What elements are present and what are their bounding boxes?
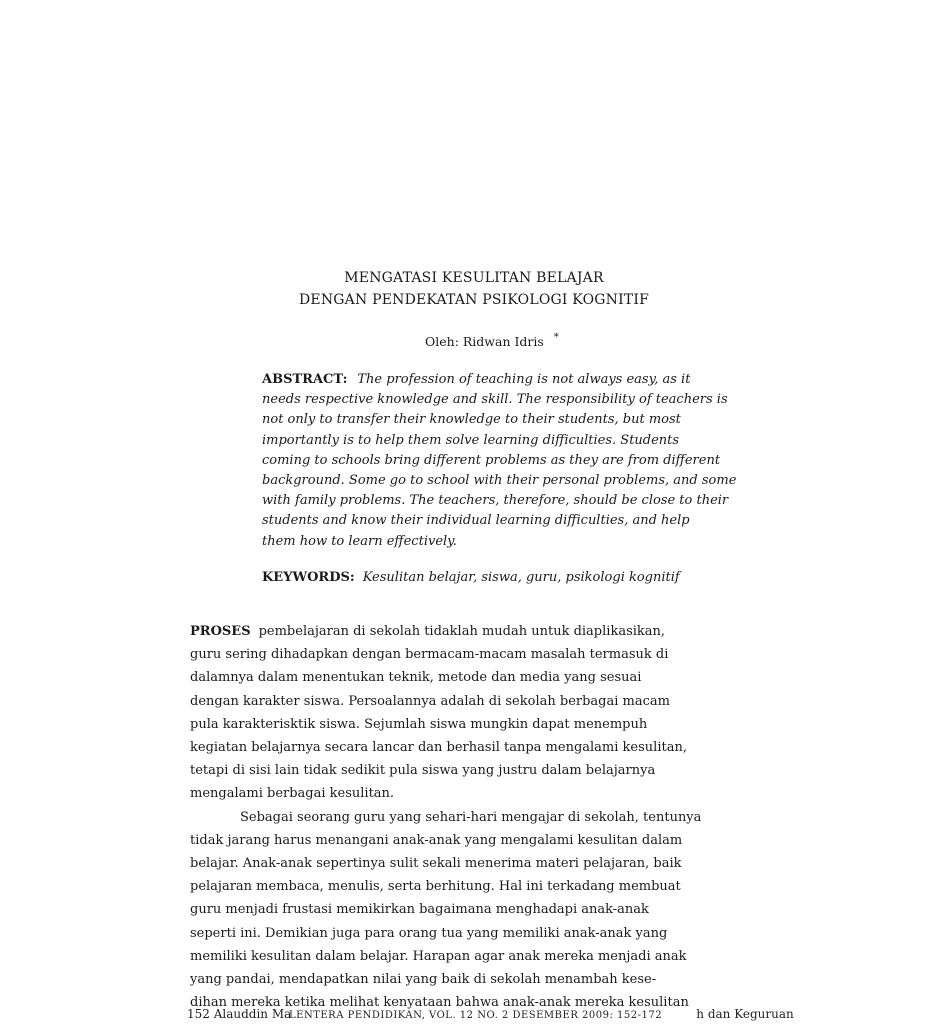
body-line: belajar. Anak-anak sepertinya sulit sekali menerima materi pelajaran, baik	[190, 856, 682, 872]
page-footer	[187, 1007, 794, 1021]
author-byline	[425, 332, 559, 349]
abstract-line: with family problems. The teachers, therefore, should be close to their	[262, 493, 729, 509]
body-line: guru menjadi frustasi memikirkan bagaimana menghadapi anak-anak	[190, 902, 649, 918]
body-line: seperti ini. Demikian juga para orang tua yang memiliki anak-anak yang	[190, 925, 668, 941]
body-line: memiliki kesulitan dalam belajar. Harapan agar anak mereka menjadi anak	[190, 948, 687, 964]
body-line: mengalami berbagai kesulitan.	[190, 786, 395, 802]
body-line: yang pandai, mendapatkan nilai yang baik di sekolah menambah kese-	[190, 972, 657, 988]
body-line: Sebagai seorang guru yang sehari-hari mengajar di sekolah, tentunya	[240, 809, 702, 825]
footer-right: h dan Keguruan	[696, 1007, 794, 1021]
body-line: guru sering dihadapkan dengan bermacam-macam masalah termasuk di	[190, 647, 669, 663]
body-line	[190, 620, 710, 643]
paper-title-line-2: DENGAN PENDEKATAN PSIKOLOGI KOGNITIF	[299, 292, 649, 308]
abstract-line: not only to transfer their knowledge to their students, but most	[262, 412, 681, 428]
body-line: dengan karakter siswa. Persoalannya adalah di sekolah berbagai macam	[190, 693, 670, 709]
abstract-text: The profession of teaching is not always easy, as it	[357, 372, 691, 387]
body-line: kegiatan belajarnya secara lancar dan berhasil tanpa mengalami kesulitan,	[190, 740, 687, 756]
paper-title-line-1: MENGATASI KESULITAN BELAJAR	[344, 270, 604, 286]
body-line: dihan mereka ketika melihat kenyataan bahwa anak-anak mereka kesulitan	[190, 995, 689, 1011]
abstract-line	[262, 370, 732, 390]
body-text	[190, 620, 710, 1014]
abstract-block	[262, 370, 737, 552]
keywords-text: Kesulitan belajar, siswa, guru, psikologi kognitif	[362, 570, 680, 585]
abstract-line: background. Some go to school with their personal problems, and some	[262, 473, 737, 489]
keywords-block	[262, 570, 680, 585]
author-name: Oleh: Ridwan Idris	[425, 334, 544, 349]
body-line: dalamnya dalam menentukan teknik, metode dan media yang sesuai	[190, 670, 642, 686]
abstract-line: coming to schools bring different problems as they are from different	[262, 452, 721, 468]
footnote-mark: *	[553, 332, 559, 343]
body-line: tetapi di sisi lain tidak sedikit pula siswa yang justru dalam belajarnya	[190, 763, 656, 779]
abstract-line: needs respective knowledge and skill. The responsibility of teachers is	[262, 392, 728, 408]
keywords-label: KEYWORDS:	[262, 570, 355, 585]
abstract-label: ABSTRACT:	[262, 372, 348, 387]
body-line: pelajaran membaca, menulis, serta berhitung. Hal ini terkadang membuat	[190, 879, 681, 895]
abstract-line: them how to learn effectively.	[262, 533, 457, 549]
body-line: tidak jarang harus menangani anak-anak yang mengalami kesulitan dalam	[190, 832, 683, 848]
journal-citation: LENTERA PENDIDIKAN, VOL. 12 NO. 2 DESEMBER 2009: 152-172	[289, 1010, 663, 1021]
lead-word: PROSES	[190, 624, 251, 639]
body-line-text: pembelajaran di sekolah tidaklah mudah untuk diaplikasikan,	[258, 624, 666, 639]
abstract-line: students and know their individual learning difficulties, and help	[262, 513, 690, 529]
body-line: pula karakterisktik siswa. Sejumlah siswa mungkin dapat menempuh	[190, 716, 648, 732]
abstract-line: importantly is to help them solve learning difficulties. Students	[262, 432, 680, 448]
footer-left: 152 Alauddin Ma	[187, 1007, 292, 1021]
